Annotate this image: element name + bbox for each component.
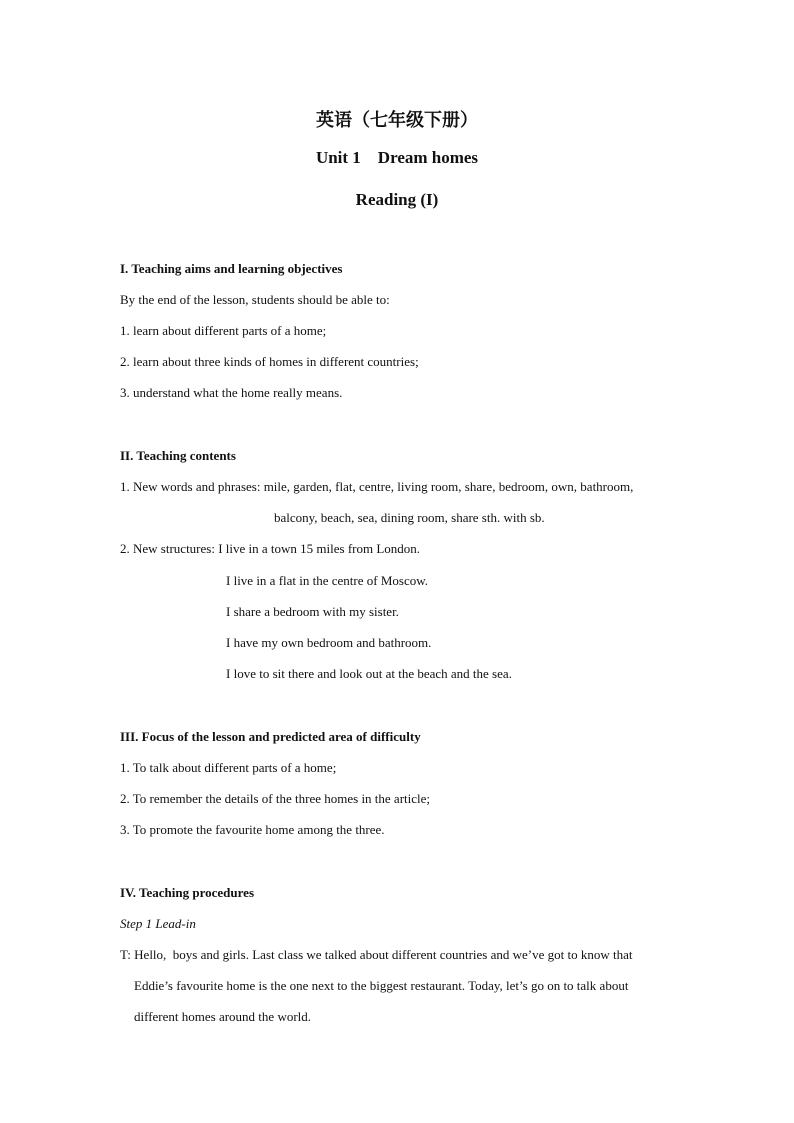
section-1-item: 1. learn about different parts of a home;	[120, 323, 327, 338]
document-title-cn: 英语（七年级下册）	[316, 110, 478, 131]
lead-in-paragraph-line: Eddie’s favourite home is the one next to the biggest restaurant. Today, let’s go on to talk about	[134, 978, 629, 993]
structure-item: I love to sit there and look out at the beach and the sea.	[226, 666, 512, 681]
lead-in-paragraph-line: T: Hello, boys and girls. Last class we talked about different countries and we’ve got to know that	[120, 947, 633, 962]
section-3-heading: III. Focus of the lesson and predicted area of difficulty	[120, 729, 421, 744]
structure-item: I share a bedroom with my sister.	[226, 604, 399, 619]
section-3-item: 2. To remember the details of the three homes in the article;	[120, 791, 431, 806]
section-4-heading: IV. Teaching procedures	[120, 885, 255, 900]
new-words-line-continued: balcony, beach, sea, dining room, share sth. with sb.	[274, 510, 545, 525]
new-words-line: 1. New words and phrases: mile, garden, flat, centre, living room, share, bedroom, own, bathroom,	[120, 479, 634, 494]
section-2-heading: II. Teaching contents	[120, 448, 236, 463]
section-1-item: 3. understand what the home really means.	[120, 385, 343, 400]
section-1-intro: By the end of the lesson, students should be able to:	[120, 292, 390, 307]
lead-in-paragraph-line: different homes around the world.	[134, 1009, 312, 1024]
new-structures-line: 2. New structures: I live in a town 15 miles from London.	[120, 541, 421, 556]
structure-item: I live in a flat in the centre of Moscow.	[226, 573, 429, 588]
section-1-item: 2. learn about three kinds of homes in different countries;	[120, 354, 419, 369]
step-1-label: Step 1 Lead-in	[120, 916, 196, 931]
section-3-item: 1. To talk about different parts of a home;	[120, 760, 337, 775]
unit-title: Unit 1 Dream homes	[315, 148, 479, 167]
section-3-item: 3. To promote the favourite home among the three.	[120, 822, 385, 837]
section-1-heading: I. Teaching aims and learning objectives	[120, 261, 343, 276]
lesson-title: Reading (I)	[355, 190, 439, 209]
structure-item: I have my own bedroom and bathroom.	[226, 635, 432, 650]
